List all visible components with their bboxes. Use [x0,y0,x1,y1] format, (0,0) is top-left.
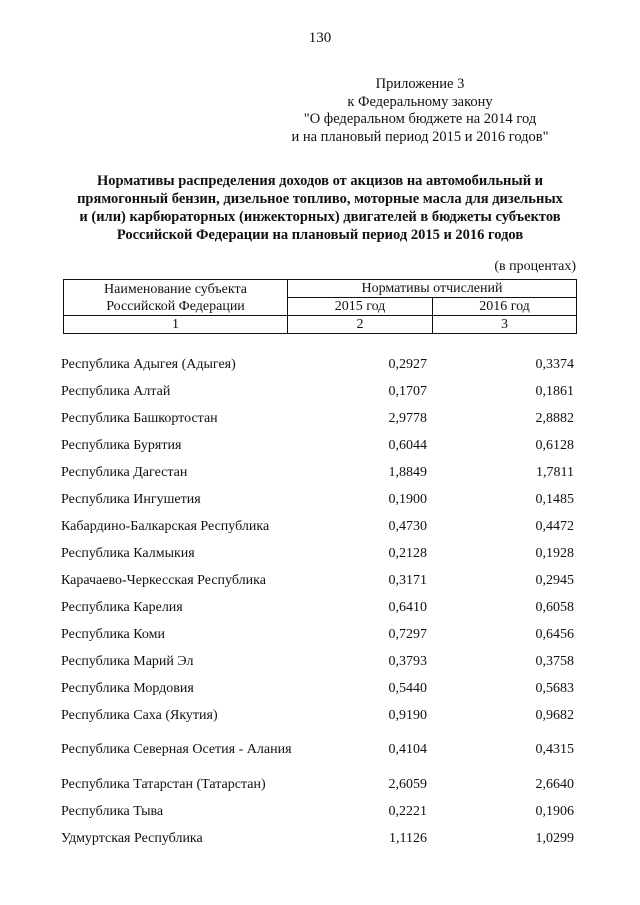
region-name-cell: Кабардино-Балкарская Республика [61,518,270,534]
appendix-line: и на плановый период 2015 и 2016 годов" [291,128,549,145]
value-2016-cell: 2,8882 [535,410,574,426]
table-row [61,621,576,648]
region-name-cell: Республика Мордовия [61,680,194,696]
table-row [61,594,576,621]
region-name-cell: Карачаево-Черкесская Республика [61,572,266,588]
table-body [61,351,576,852]
value-2015-cell: 1,8849 [388,464,427,480]
value-2015-cell: 2,6059 [388,776,427,792]
table-row [61,432,576,459]
title-line: и (или) карбюраторных (инжекторных) двигателей в бюджеты субъектов [79,209,561,225]
table-row [61,378,576,405]
value-2015-cell: 0,1707 [388,383,427,399]
header-subject-line2: Российской Федерации [106,298,245,314]
table-row [61,540,576,567]
value-2015-cell: 0,2128 [388,545,427,561]
value-2016-cell: 0,6456 [535,626,574,642]
value-2015-cell: 0,7297 [388,626,427,642]
header-group: Нормативы отчислений [288,280,577,298]
header-subject [64,280,288,316]
data-table [61,351,576,852]
region-name-cell: Республика Бурятия [61,437,182,453]
table-row [61,351,576,378]
header-2015: 2015 год [288,298,433,316]
value-2016-cell: 0,4472 [535,518,574,534]
appendix-note [250,76,590,146]
table-row [61,675,576,702]
title-line: прямогонный бензин, дизельное топливо, моторные масла для дизельных [77,191,563,207]
value-2015-cell: 0,3171 [388,572,427,588]
region-name-cell: Республика Башкортостан [61,410,218,426]
table-row [61,513,576,540]
header-num-2: 2 [288,316,433,334]
value-2015-cell: 0,6410 [388,599,427,615]
document-title [40,172,600,244]
appendix-line: Приложение 3 [375,76,465,92]
region-name-cell: Республика Марий Эл [61,653,194,669]
value-2016-cell: 0,4315 [535,742,574,757]
value-2016-cell: 0,1906 [535,803,574,819]
table-row [61,648,576,675]
region-name-cell: Республика Коми [61,626,165,642]
title-line: Нормативы распределения доходов от акцизов на автомобильный и [96,173,544,189]
region-name-cell: Удмуртская Республика [61,830,203,846]
value-2016-cell: 0,6058 [535,599,574,615]
table-row [61,459,576,486]
region-name-cell: Республика Северная Осетия - Алания [61,742,292,757]
table-row [61,405,576,432]
value-2016-cell: 1,0299 [535,830,574,846]
table-row [61,798,576,825]
value-2015-cell: 0,5440 [388,680,427,696]
region-name-cell: Республика Саха (Якутия) [61,707,218,723]
table-row [61,729,576,771]
header-subject-line1: Наименование субъекта [104,281,247,297]
table-row [61,486,576,513]
value-2016-cell: 2,6640 [535,776,574,792]
value-2016-cell: 0,3758 [535,653,574,669]
appendix-line: "О федеральном бюджете на 2014 год [303,111,537,127]
header-num-3: 3 [433,316,577,334]
value-2016-cell: 0,9682 [535,707,574,723]
value-2016-cell: 0,1861 [535,383,574,399]
title-line: Российской Федерации на плановый период 2015 и 2016 годов [116,227,524,243]
value-2015-cell: 1,1126 [389,830,427,846]
value-2015-cell: 0,3793 [388,653,427,669]
value-2016-cell: 0,3374 [535,356,574,372]
value-2015-cell: 0,4730 [388,518,427,534]
region-name-cell: Республика Ингушетия [61,491,201,507]
table-row [61,702,576,729]
region-name-cell: Республика Тыва [61,803,164,819]
value-2016-cell: 1,7811 [536,464,574,480]
value-2016-cell: 0,2945 [535,572,574,588]
value-2016-cell: 0,1928 [535,545,574,561]
region-name-cell: Республика Татарстан (Татарстан) [61,776,266,792]
value-2016-cell: 0,5683 [535,680,574,696]
value-2015-cell: 0,2221 [388,803,427,819]
region-name-cell: Республика Адыгея (Адыгея) [61,356,236,372]
table-row [61,567,576,594]
region-name-cell: Республика Дагестан [61,464,188,480]
value-2015-cell: 2,9778 [388,410,427,426]
header-2016: 2016 год [433,298,577,316]
table-row [61,771,576,798]
value-2015-cell: 0,4104 [388,742,427,757]
table-row [61,825,576,852]
appendix-line: к Федеральному закону [347,93,493,110]
value-2015-cell: 0,1900 [388,491,427,507]
value-2016-cell: 0,1485 [535,491,574,507]
table-header [63,279,577,334]
page-number: 130 [308,30,332,46]
region-name-cell: Республика Калмыкия [61,545,195,561]
value-2015-cell: 0,9190 [388,707,427,723]
region-name-cell: Республика Алтай [61,383,171,399]
units-label: (в процентах) [494,259,576,274]
region-name-cell: Республика Карелия [61,599,183,615]
value-2016-cell: 0,6128 [535,437,574,453]
value-2015-cell: 0,6044 [388,437,427,453]
header-num-1: 1 [64,316,288,334]
value-2015-cell: 0,2927 [388,356,427,372]
